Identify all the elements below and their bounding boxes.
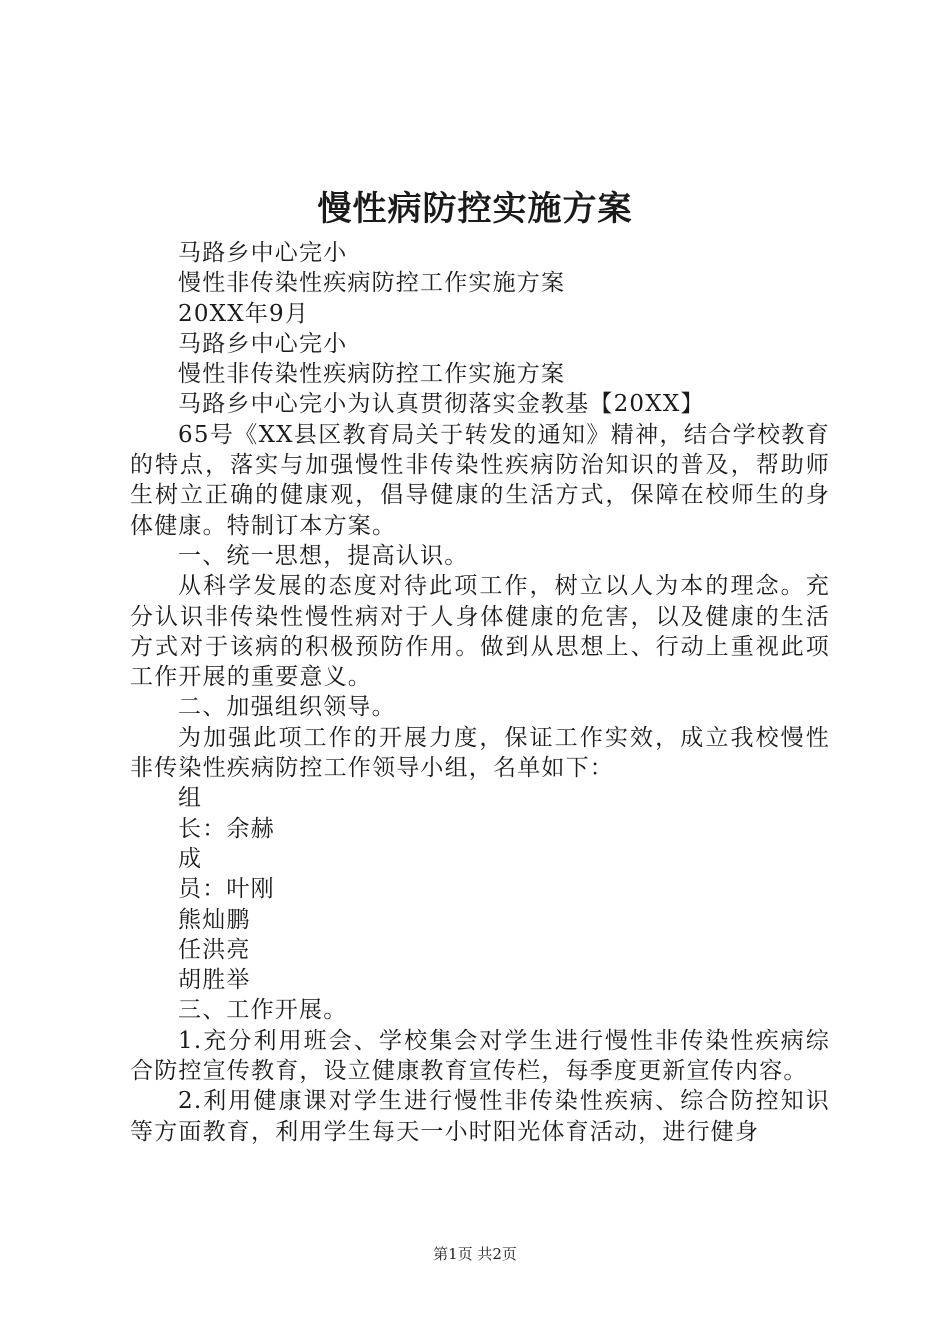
paragraph: 1.充分利用班会、学校集会对学生进行慢性非传染性疾病综合防控宣传教育，设立健康教育宣传栏，每季度更新宣传内容。 [130,1027,830,1085]
list-item: 熊灿鹏 [178,906,251,933]
section-heading: 三、工作开展。 [178,997,348,1024]
list-item: 长：余赫 [178,815,275,842]
list-item: 员：叶刚 [178,876,275,903]
paragraph: 为加强此项工作的开展力度，保证工作实效，成立我校慢性非传染性疾病防控工作领导小组，名单如下： [130,724,830,782]
page-footer: 第1页 共2页 [433,1245,517,1263]
section-heading: 二、加强组织领导。 [178,694,396,721]
list-item: 成 [178,845,203,872]
document-title: 慢性病防控实施方案 [317,189,633,229]
paragraph: 从科学发展的态度对待此项工作，树立以人为本的理念。充分认识非传染性慢性病对于人身体健康的危害，以及健康的生活方式对于该病的积极预防作用。做到从思想上、行动上重视此项工作开展的重要意义。 [130,573,830,691]
section-heading: 一、统一思想，提高认识。 [178,542,469,569]
list-item: 任洪亮 [178,936,251,963]
paragraph: 2.利用健康课对学生进行慢性非传染性疾病、综合防控知识等方面教育，利用学生每天一小时阳光体育活动，进行健身 [130,1088,830,1145]
paragraph: 20XX年9月 [178,300,310,327]
paragraph: 65号《XX县区教育局关于转发的通知》精神，结合学校教育的特点，落实与加强慢性非传染性疾病防治知识的普及，帮助师生树立正确的健康观，倡导健康的生活方式，保障在校师生的身体健康。特制订本方案。 [130,421,830,539]
paragraph: 慢性非传染性疾病防控工作实施方案 [178,270,566,297]
paragraph: 慢性非传染性疾病防控工作实施方案 [178,361,566,388]
paragraph: 马路乡中心完小为认真贯彻落实金教基【20XX】 [178,391,705,418]
paragraph: 马路乡中心完小 [178,240,348,266]
list-item: 胡胜举 [178,967,251,994]
paragraph: 马路乡中心完小 [178,330,348,357]
list-item: 组 [178,785,203,812]
document-body [130,238,830,1147]
